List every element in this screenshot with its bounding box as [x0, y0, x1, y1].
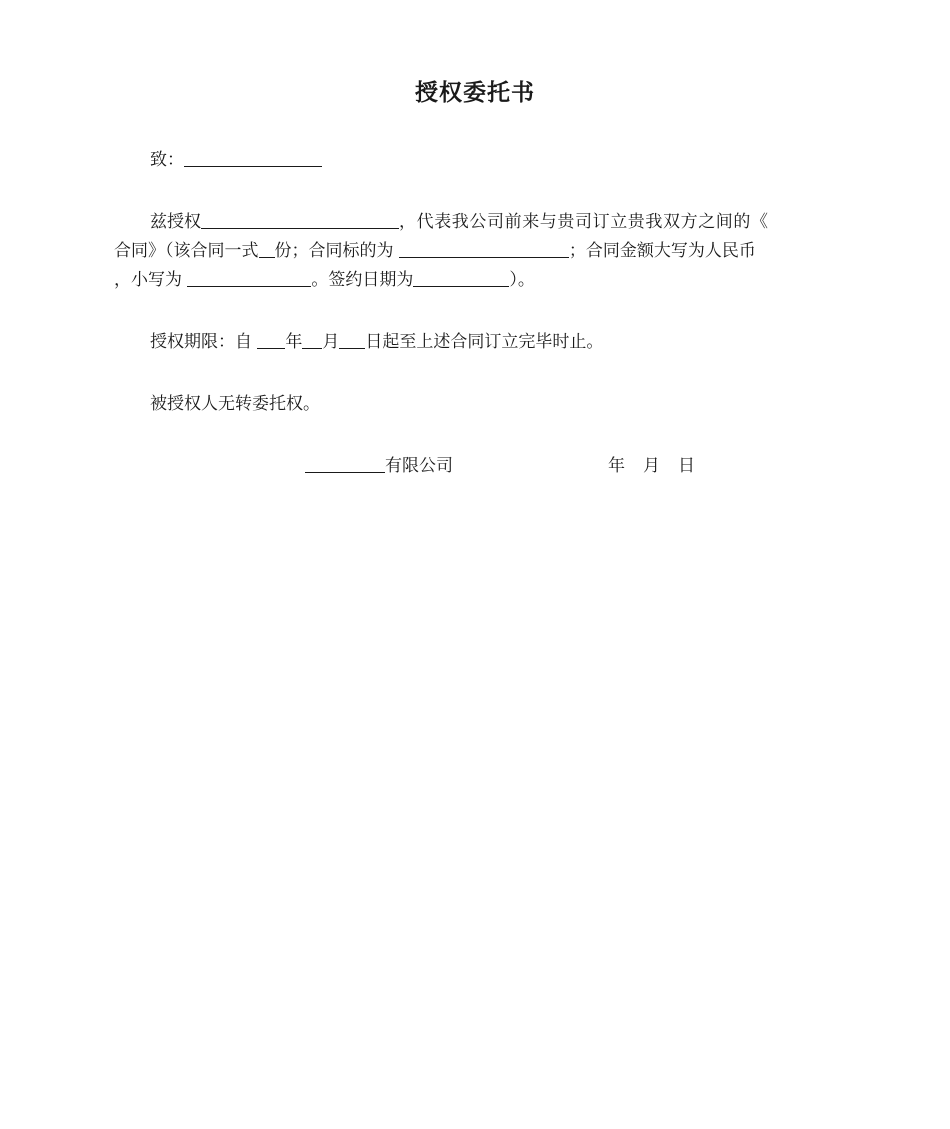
recipient-blank: [184, 148, 322, 167]
amount-lower-blank: [187, 268, 311, 287]
term-label: 授权期限：自: [150, 332, 252, 352]
signature-day: 日: [678, 456, 695, 476]
sign-date-text: 。签约日期为: [311, 270, 414, 290]
subject-blank: [399, 239, 569, 258]
copies-blank: [259, 239, 275, 258]
amount-lower-text: ，小写为: [114, 270, 182, 290]
signature-company: [305, 452, 453, 480]
represent-text: ，代表我公司前来与贵司订立贵我双方之间的《: [399, 212, 769, 232]
contract-subject-text: 份；合同标的为: [274, 241, 394, 261]
term-month-label: 月: [322, 332, 340, 352]
company-name-blank: [305, 454, 385, 473]
close-paren-text: ）。: [509, 270, 535, 290]
term-year-label: 年: [285, 332, 303, 352]
agent-name-blank: [201, 210, 399, 229]
authorization-line-1: [150, 208, 769, 236]
term-day-blank: [339, 330, 365, 349]
authorization-line-2: [114, 237, 756, 265]
recipient-line: [150, 146, 322, 174]
term-until-text: 日起至上述合同订立完毕时止。: [365, 332, 604, 352]
signature-month: 月: [643, 456, 660, 476]
contract-copies-text: 合同》（该合同一式: [114, 241, 259, 261]
term-year-blank: [257, 330, 285, 349]
term-month-blank: [302, 330, 322, 349]
amount-upper-text: ；合同金额大写为人民币: [568, 241, 756, 261]
company-suffix: 有限公司: [385, 456, 453, 476]
authorization-term-line: [150, 328, 603, 356]
no-subdelegation-line: 被授权人无转委托权。: [150, 394, 320, 414]
document-title: 授权委托书: [415, 80, 535, 106]
to-label: 致：: [150, 150, 184, 170]
authorize-text: 兹授权: [150, 212, 201, 232]
authorization-line-3: [114, 266, 535, 294]
signature-date: [608, 452, 695, 480]
sign-date-blank: [413, 268, 509, 287]
signature-year: 年: [608, 456, 625, 476]
